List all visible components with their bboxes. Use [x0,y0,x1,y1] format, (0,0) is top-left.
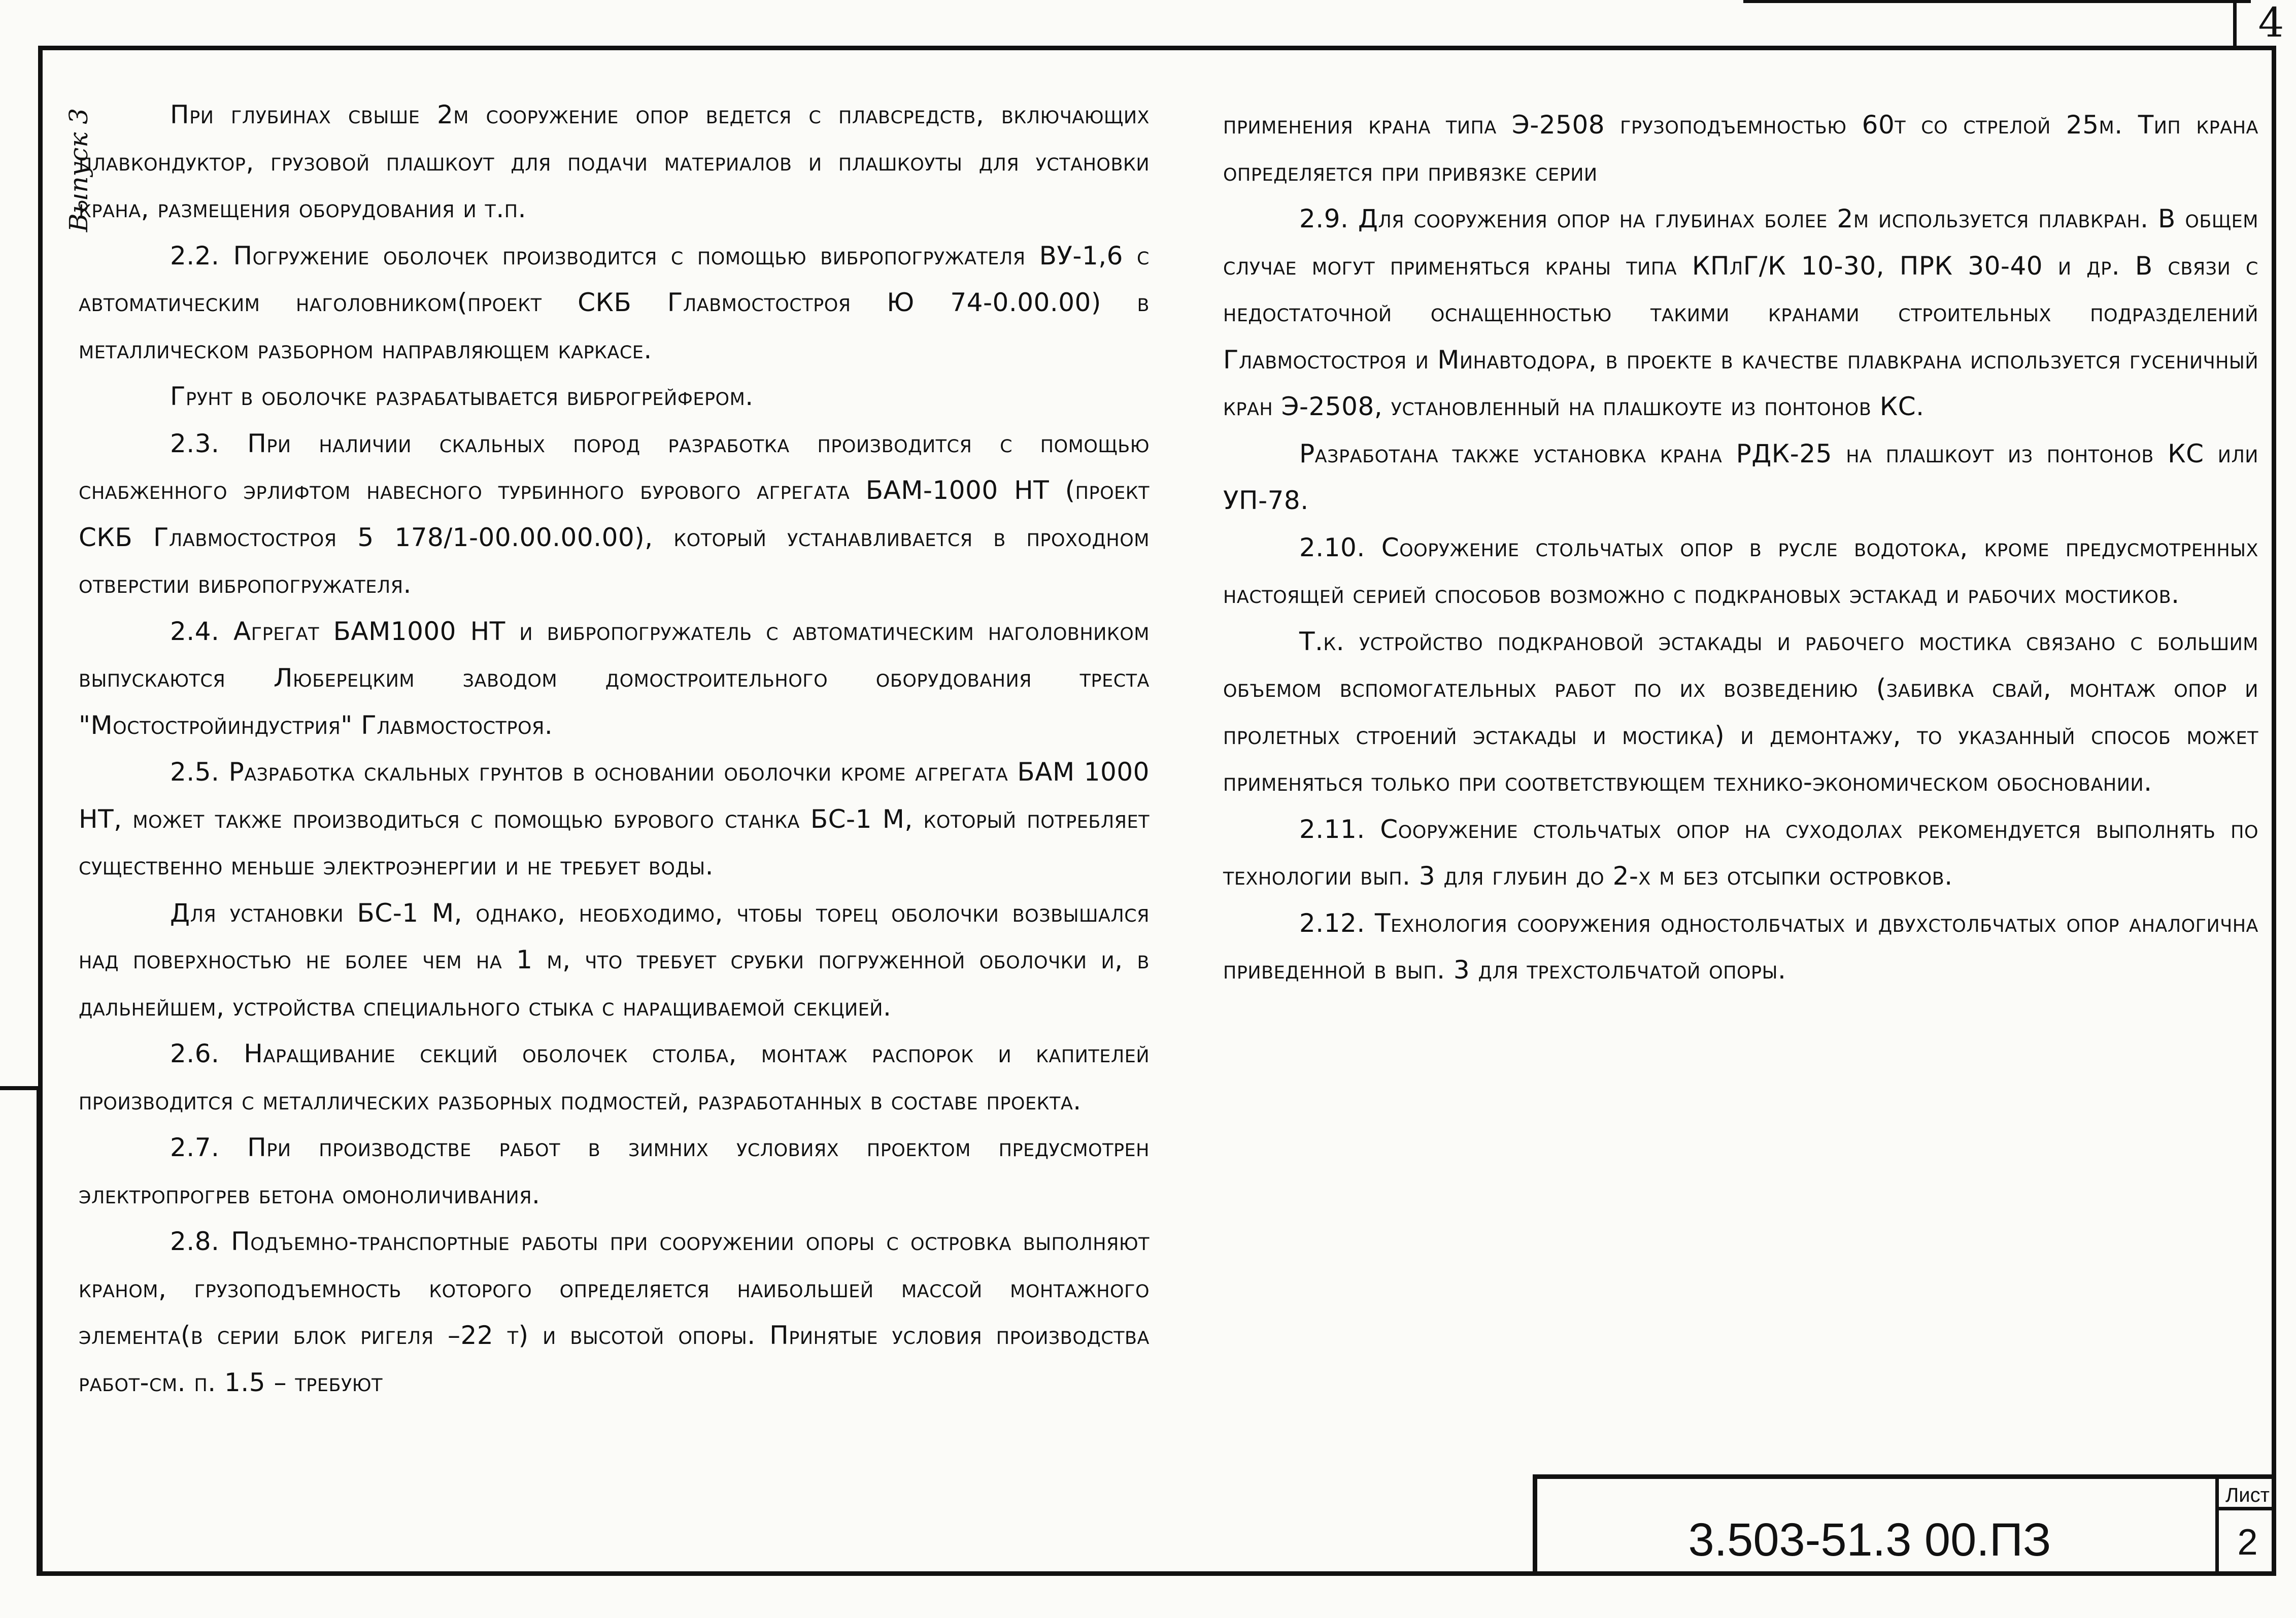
paragraph: Грунт в оболочке разрабатывается виброгрейфером. [170,382,754,411]
paragraph: Т.к. устройство подкрановой эстакады и рабочего мостика связано с большим объемом вспомогательных работ по их возведению (забивка свай, монтаж опор и пролетных строений эстакады и мостика) и демонтажу, то указанный способ может применяться только при соответствующем технико-экономическом обосновании. [1223,626,2258,797]
title-block [1533,1474,2276,1576]
paragraph: 2.6. Наращивание секций оболочек столба, монтаж распорок и капителей производится с металлических разборных подмостей, разработанных в составе проекта. [79,1039,1150,1116]
sheet-cell [2215,1479,2276,1576]
paragraph: 2.2. Погружение оболочек производится с помощью вибропогружателя ВУ-1,6 с автоматическим наголовником(проект СКБ Главмостостроя Ю 74-0.00.00) в металлическом разборном направляющем каркасе. [79,241,1150,364]
paragraph: 2.4. Агрегат БАМ1000 НТ и вибропогружатель с автоматическим наголовником выпускаются Люберецким заводом домостроительного оборудования треста "Мостостройиндустрия" Главмостостроя. [79,616,1150,740]
sheet-number: 2 [2237,1522,2258,1563]
paragraph: При глубинах свыше 2м сооружение опор ведется с плавсредств, включающих плавкондуктор, грузовой плашкоут для подачи материалов и плашкоуты для установки крана, размещения оборудования и т.п. [79,100,1150,223]
page-number: 4 [2258,0,2284,46]
document-code: 3.503-51.3 00.ПЗ [1688,1514,2051,1566]
paragraph: 2.9. Для сооружения опор на глубинах более 2м используется плавкран. В общем случае могут применяться краны типа КПлГ/К 10-30, ПРК 30-40 и др. В связи с недостаточной оснащенностью такими кранами строительных подразделений Главмостостроя и Минавтодора, в проекте в качестве плавкрана используется гусеничный кран Э-2508, установленный на плашкоуте из понтонов КС. [1223,204,2258,421]
sheet-label: Лист [2219,1480,2276,1510]
left-column [79,91,1150,1406]
paragraph: 2.11. Сооружение стольчатых опор на суходолах рекомендуется выполнять по технологии вып. 3 для глубин до 2-х м без отсыпки островков. [1223,814,2258,891]
paragraph: применения крана типа Э-2508 грузоподъемностью 60т со стрелой 25м. Тип крана определяется при привязке серии [1223,110,2258,187]
paragraph: Разработана также установка крана РДК-25 на плашкоут из понтонов КС или УП-78. [1223,439,2258,515]
paragraph: 2.12. Технология сооружения одностолбчатых и двухстолбчатых опор аналогична приведенной в вып. 3 для трехстолбчатой опоры. [1223,908,2258,985]
paragraph: 2.5. Разработка скальных грунтов в основании оболочки кроме агрегата БАМ 1000 НТ, может также производиться с помощью бурового станка БС-1 М, который потребляет существенно меньше электроэнергии и не требует воды. [79,757,1150,881]
paragraph: 2.7. При производстве работ в зимних условиях проектом предусмотрен электропрогрев бетона омоноличивания. [79,1133,1150,1209]
binding-stamp-box [0,1086,41,1576]
corner-divider [2233,0,2237,46]
right-column [1223,102,2258,994]
paragraph: 2.8. Подъемно-транспортные работы при сооружении опоры с островка выполняют краном, грузоподъемность которого определяется наибольшей массой монтажного элемента(в серии блок ригеля –22 т) и высотой опоры. Принятые условия производства работ-см. п. 1.5 – требуют [79,1227,1150,1397]
paragraph: Для установки БС-1 М, однако, необходимо, чтобы торец оболочки возвышался над поверхностью не более чем на 1 м, что требует срубки погруженной оболочки и, в дальнейшем, устройства специального стыка с наращиваемой секцией. [79,898,1150,1022]
paragraph: 2.3. При наличии скальных пород разработка производится с помощью снабженного эрлифтом навесного турбинного бурового агрегата БАМ-1000 НТ (проект СКБ Главмостостроя 5 178/1-00.00.00.00), который устанавливается в проходном отверстии вибропогружателя. [79,428,1150,599]
side-label: Выпуск 3 [64,108,93,232]
paragraph: 2.10. Сооружение стольчатых опор в русле водотока, кроме предусмотренных настоящей серией способов возможно с подкрановых эстакад и рабочих мостиков. [1223,532,2258,609]
top-rule [1743,0,2251,3]
